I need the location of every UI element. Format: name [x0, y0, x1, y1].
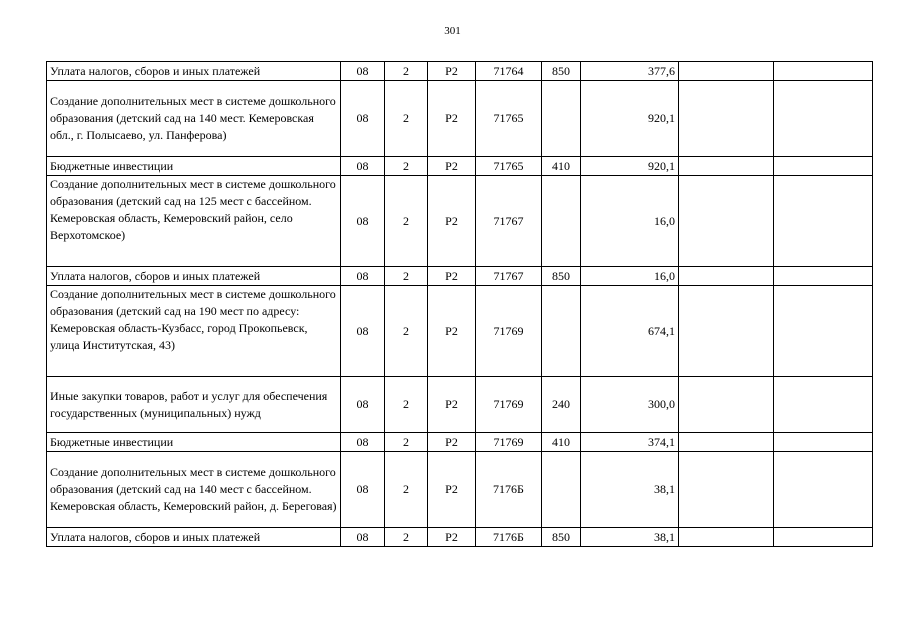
row-name: Бюджетные инвестиции: [47, 157, 341, 176]
row-section: 08: [341, 452, 385, 528]
row-expense-type: [542, 176, 581, 267]
row-target-code: 7176Б: [476, 452, 542, 528]
row-subsection: 2: [385, 81, 428, 157]
row-subsection: 2: [385, 267, 428, 286]
table-row: [47, 452, 873, 528]
row-extra-2: [774, 528, 873, 547]
row-amount: 16,0: [581, 267, 679, 286]
row-subsection: 2: [385, 452, 428, 528]
row-section: 08: [341, 81, 385, 157]
row-extra-1: [679, 62, 774, 81]
row-target-code: 71764: [476, 62, 542, 81]
table-row: [47, 157, 873, 176]
row-extra-1: [679, 377, 774, 433]
row-section: 08: [341, 62, 385, 81]
row-section: 08: [341, 433, 385, 452]
row-target-code: 71769: [476, 377, 542, 433]
row-amount: 674,1: [581, 286, 679, 377]
row-expense-type: 850: [542, 62, 581, 81]
budget-table: [46, 61, 873, 547]
row-extra-2: [774, 267, 873, 286]
row-program: Р2: [428, 286, 476, 377]
row-target-code: 71767: [476, 267, 542, 286]
row-extra-2: [774, 433, 873, 452]
row-subsection: 2: [385, 176, 428, 267]
table-row: [47, 286, 873, 377]
row-program: Р2: [428, 452, 476, 528]
row-amount: 374,1: [581, 433, 679, 452]
row-expense-type: [542, 286, 581, 377]
row-expense-type: 240: [542, 377, 581, 433]
row-program: Р2: [428, 377, 476, 433]
row-target-code: 71767: [476, 176, 542, 267]
row-program: Р2: [428, 157, 476, 176]
row-extra-1: [679, 286, 774, 377]
row-section: 08: [341, 157, 385, 176]
row-amount: 16,0: [581, 176, 679, 267]
table-row: [47, 176, 873, 267]
row-amount: 38,1: [581, 452, 679, 528]
row-subsection: 2: [385, 528, 428, 547]
row-expense-type: 410: [542, 157, 581, 176]
row-extra-2: [774, 176, 873, 267]
row-expense-type: 850: [542, 528, 581, 547]
row-name: Бюджетные инвестиции: [47, 433, 341, 452]
row-extra-1: [679, 176, 774, 267]
row-amount: 920,1: [581, 81, 679, 157]
row-extra-1: [679, 452, 774, 528]
row-extra-1: [679, 528, 774, 547]
row-expense-type: 850: [542, 267, 581, 286]
row-extra-1: [679, 81, 774, 157]
row-expense-type: 410: [542, 433, 581, 452]
row-name: Иные закупки товаров, работ и услуг для обеспечения государственных (муниципальных) нужд: [47, 377, 341, 433]
row-program: Р2: [428, 62, 476, 81]
row-name: Создание дополнительных мест в системе дошкольного образования (детский сад на 140 мест с бассейном. Кемеровская область, Кемеровский район, д. Береговая): [47, 452, 341, 528]
row-subsection: 2: [385, 286, 428, 377]
row-extra-1: [679, 157, 774, 176]
table-row: [47, 62, 873, 81]
row-section: 08: [341, 377, 385, 433]
row-extra-1: [679, 433, 774, 452]
row-extra-1: [679, 267, 774, 286]
row-extra-2: [774, 377, 873, 433]
row-program: Р2: [428, 176, 476, 267]
page-number: 301: [444, 25, 461, 37]
row-extra-2: [774, 157, 873, 176]
table-row: [47, 377, 873, 433]
row-name: Уплата налогов, сборов и иных платежей: [47, 528, 341, 547]
row-program: Р2: [428, 267, 476, 286]
row-program: Р2: [428, 81, 476, 157]
row-extra-2: [774, 62, 873, 81]
table-row: [47, 81, 873, 157]
row-subsection: 2: [385, 433, 428, 452]
row-target-code: 71769: [476, 433, 542, 452]
row-extra-2: [774, 81, 873, 157]
row-extra-2: [774, 286, 873, 377]
row-subsection: 2: [385, 377, 428, 433]
row-expense-type: [542, 81, 581, 157]
row-section: 08: [341, 528, 385, 547]
row-name: Создание дополнительных мест в системе дошкольного образования (детский сад на 125 мест с бассейном. Кемеровская область, Кемеровский район, село Верхотомское): [47, 176, 341, 267]
row-target-code: 71765: [476, 81, 542, 157]
row-program: Р2: [428, 528, 476, 547]
row-target-code: 71769: [476, 286, 542, 377]
row-amount: 38,1: [581, 528, 679, 547]
table-row: [47, 267, 873, 286]
row-amount: 300,0: [581, 377, 679, 433]
row-extra-2: [774, 452, 873, 528]
row-expense-type: [542, 452, 581, 528]
row-amount: 377,6: [581, 62, 679, 81]
row-amount: 920,1: [581, 157, 679, 176]
row-subsection: 2: [385, 62, 428, 81]
row-name: Уплата налогов, сборов и иных платежей: [47, 267, 341, 286]
table-row: [47, 433, 873, 452]
row-section: 08: [341, 267, 385, 286]
row-section: 08: [341, 176, 385, 267]
row-name: Создание дополнительных мест в системе дошкольного образования (детский сад на 140 мест. Кемеровская обл., г. Полысаево, ул. Панферова): [47, 81, 341, 157]
row-name: Уплата налогов, сборов и иных платежей: [47, 62, 341, 81]
row-name: Создание дополнительных мест в системе дошкольного образования (детский сад на 190 мест по адресу: Кемеровская область-Кузбасс, город Прокопьевск, улица Институтская, 43): [47, 286, 341, 377]
row-program: Р2: [428, 433, 476, 452]
row-target-code: 71765: [476, 157, 542, 176]
table-row: [47, 528, 873, 547]
row-subsection: 2: [385, 157, 428, 176]
row-section: 08: [341, 286, 385, 377]
row-target-code: 7176Б: [476, 528, 542, 547]
